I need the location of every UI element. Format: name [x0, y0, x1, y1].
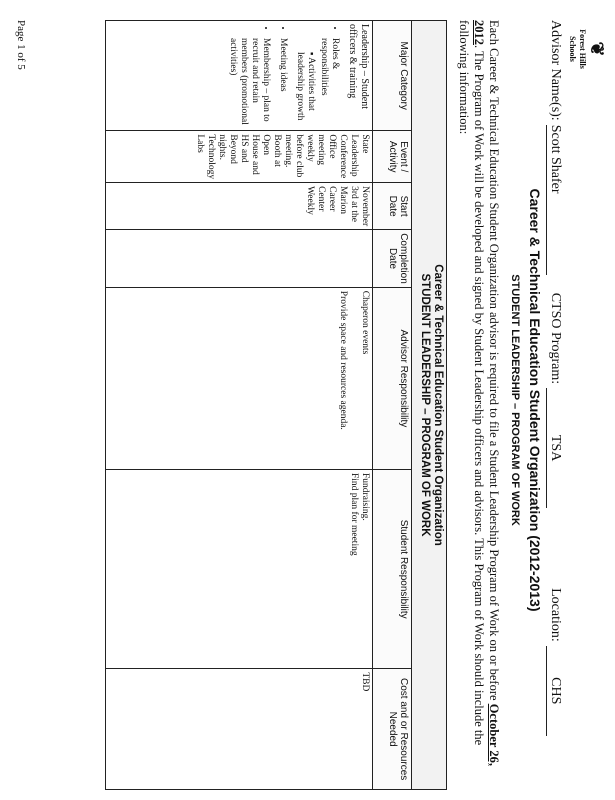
- table-caption-line1: Career & Technical Education Student Organization: [432, 264, 444, 546]
- cell-completion-date: [106, 230, 373, 288]
- col-start-date: Start Date: [373, 183, 412, 230]
- bullet-roles-text: Roles & responsibilities: [319, 38, 340, 96]
- advisor-value: Scott Shafer: [548, 124, 563, 194]
- intro-text-2: . The Program of Work will be developed and signed by Student Leadership officers and advisors. This Program of Work should include the following information:: [457, 20, 486, 746]
- cell-student-responsibility: Fundraising. Find plan for meeting: [106, 470, 373, 669]
- intro-text-1: Each Career & Technical Education Student Organization advisor is required to file a Student Leadership Program of Work on or before: [487, 20, 501, 704]
- category-bullets: [227, 24, 340, 127]
- header-line: [546, 20, 563, 780]
- page-number: Page 1 of 5: [15, 20, 27, 70]
- col-advisor-responsibility: Advisor Responsibility: [373, 287, 412, 469]
- location-value: CHS: [548, 677, 563, 705]
- bullet-roles: [294, 38, 340, 127]
- document-title: Career & Technical Education Student Organization (2012-2013): [527, 188, 543, 612]
- ctso-value: TSA: [548, 434, 563, 462]
- bullet-membership: • Membership – plan to recruit and retain members (promotional activities): [227, 38, 271, 127]
- table-caption: [412, 21, 447, 790]
- col-completion-date: Completion Date: [373, 230, 412, 288]
- table-row: [106, 21, 373, 790]
- logo-emblem-icon: ❦: [587, 41, 607, 57]
- cell-start-date: November 3rd at the Marion Career Center Weekly: [106, 183, 373, 230]
- col-major-category: Major Category: [373, 21, 412, 131]
- table-caption-line2: STUDENT LEADERSHIP – PROGRAM OF WORK: [419, 273, 431, 537]
- col-event-activity: Event / Activity: [373, 131, 412, 183]
- school-logo: [568, 20, 607, 78]
- cell-event-activity: State Leadership Conference Office meeting weekly before club meeting. Booth at Open House and HS and Beyond nights. Technology Labs: [106, 131, 373, 183]
- cell-cost-resources: TBD: [106, 669, 373, 790]
- sub-bullet-activities-text: Activities that leadership growth: [295, 52, 316, 121]
- program-of-work-table: [105, 20, 447, 790]
- cell-advisor-responsibility: Chaperon events Provide space and resources agenda.: [106, 287, 373, 469]
- intro-paragraph: [456, 20, 501, 790]
- location-field: [546, 646, 563, 736]
- col-student-responsibility: Student Responsibility: [373, 470, 412, 669]
- advisor-label: Advisor Name(s):: [548, 20, 563, 121]
- location-label: Location:: [548, 588, 563, 642]
- col-cost-resources: Cost and or Resources Needed: [373, 669, 412, 790]
- table-header-row: [373, 21, 412, 790]
- document-subtitle: STUDENT LEADERSHIP – PROGRAM OF WORK: [509, 274, 521, 526]
- bullet-meeting-ideas: • Meeting ideas: [277, 38, 288, 127]
- sub-bullet-activities: ▪ Activities that leadership growth: [295, 52, 316, 121]
- intro-deadline: October 26, 2012: [472, 20, 501, 766]
- logo-text: Forest Hills Schools: [568, 29, 587, 69]
- cell-major-category: [106, 21, 373, 131]
- advisor-field: [546, 125, 563, 275]
- ctso-field: [546, 388, 563, 508]
- category-title: Leadership – Student officers & training: [347, 24, 370, 109]
- ctso-label: CTSO Program:: [548, 292, 563, 385]
